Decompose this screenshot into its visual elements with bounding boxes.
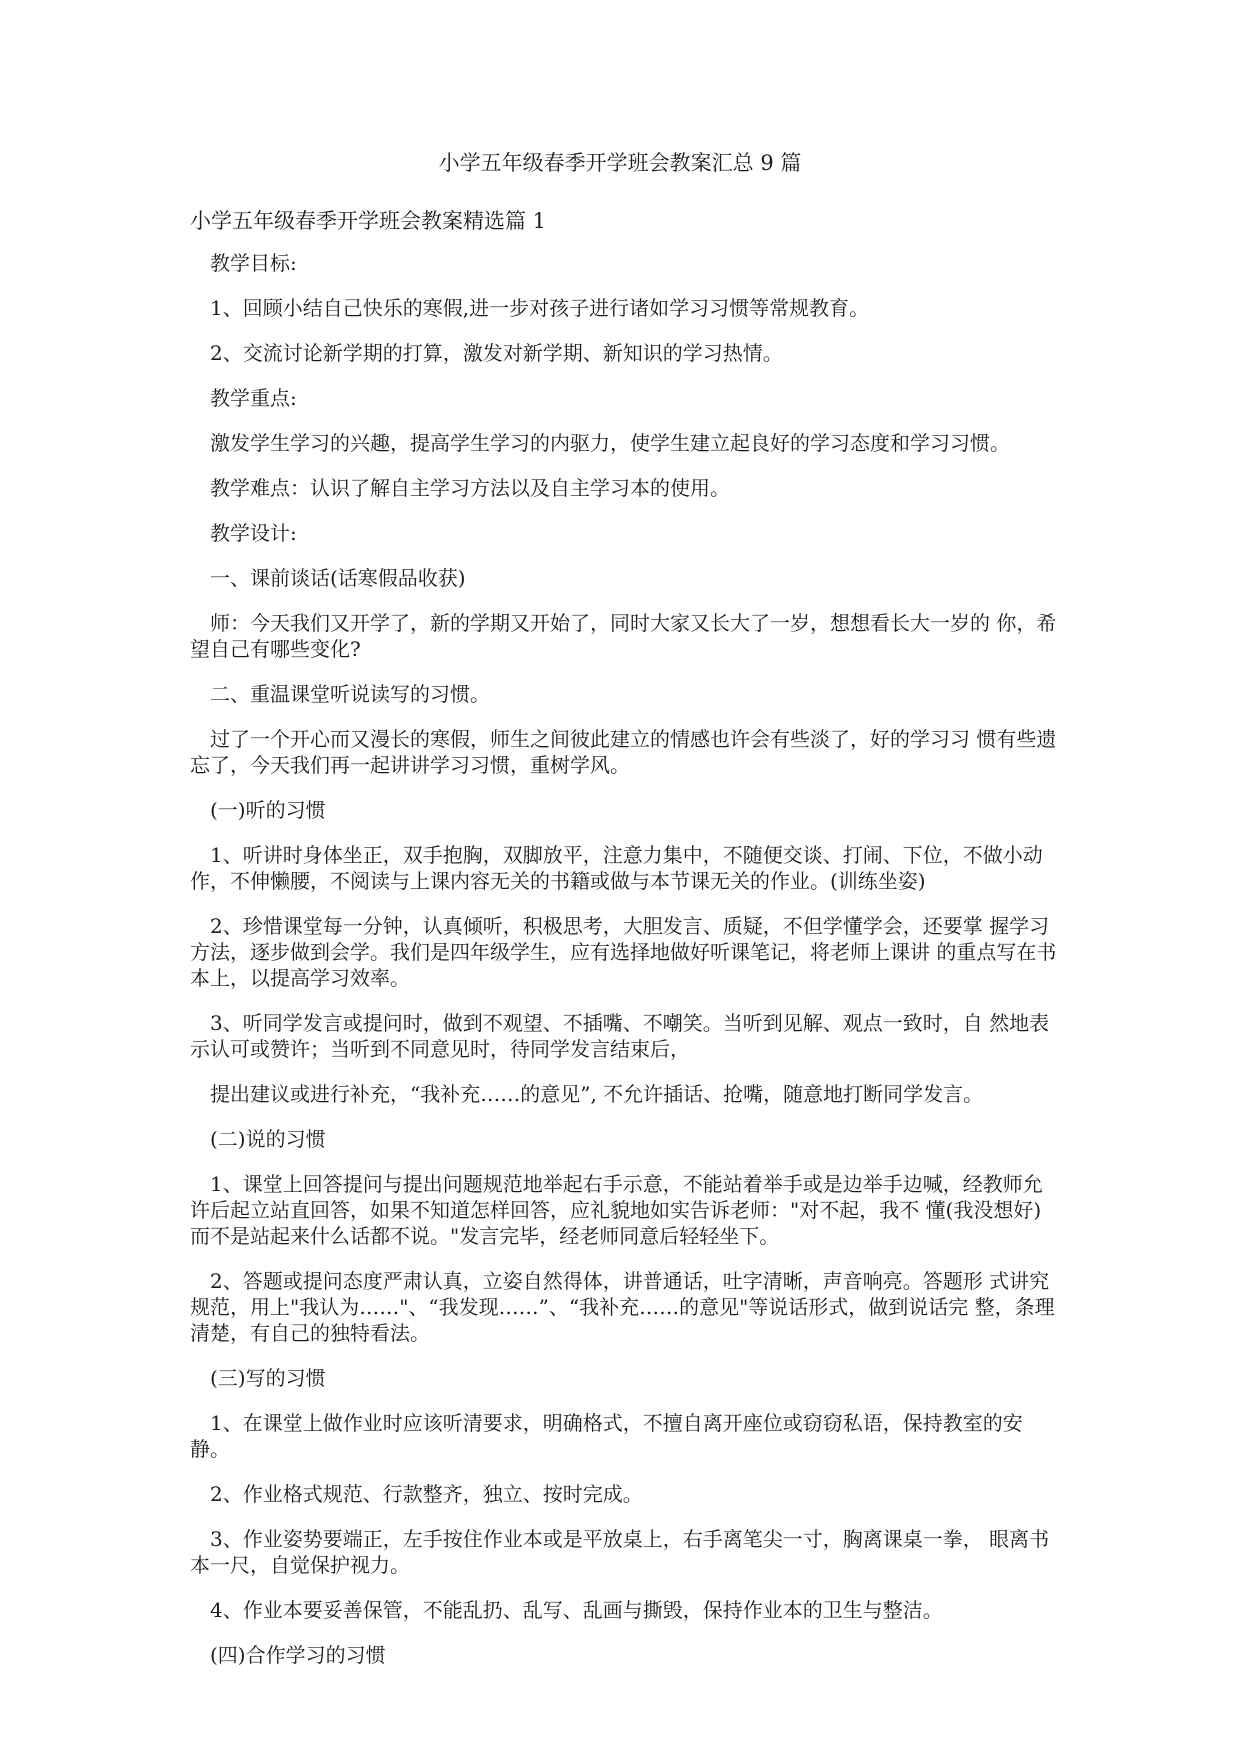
paragraph-speaking-2: 2、答题或提问态度严肃认真，立姿自然得体，讲普通话，吐字清晰，声音响亮。答题形 式讲究规范，用上"我认为……"、“我发现……”、“我补充……的意见"等说话形式，做到说话完 整，条理清楚，有自己的独特看法。 <box>190 1269 1055 1345</box>
paragraph-part-1-heading: 一、课前谈话(话寒假品收获) <box>210 566 466 590</box>
paragraph-speaking-1: 1、课堂上回答提问与提出问题规范地举起右手示意，不能站着举手或是边举手边喊，经教师允许后起立站直回答，如果不知道怎样回答，应礼貌地如实告诉老师："对不起，我不 懂(我没想好)而不是站起来什么话都不说。"发言完毕，经老师同意后轻轻坐下。 <box>190 1172 1043 1248</box>
paragraph-goal-2: 2、交流讨论新学期的打算，激发对新学期、新知识的学习热情。 <box>210 341 783 365</box>
paragraph-key-point: 激发学生学习的兴趣，提高学生学习的内驱力，使学生建立起良好的学习态度和学习习惯。 <box>210 431 1010 455</box>
section-title: 小学五年级春季开学班会教案精选篇 1 <box>190 209 547 233</box>
paragraph-goal-1: 1、回顾小结自己快乐的寒假,进一步对孩子进行诸如学习习惯等常规教育。 <box>210 296 870 320</box>
paragraph-listening-heading: (一)听的习惯 <box>210 798 326 822</box>
paragraph-writing-3: 3、作业姿势要端正，左手按住作业本或是平放桌上，右手离笔尖一寸，胸离课桌一拳， 眼离书本一尺，自觉保护视力。 <box>190 1527 1050 1577</box>
paragraph-teaching-goal-heading: 教学目标: <box>210 251 297 275</box>
paragraph-part-2-heading: 二、重温课堂听说读写的习惯。 <box>210 682 490 706</box>
paragraph-listening-3-cont: 提出建议或进行补充，“我补充……的意见”, 不允许插话、抢嘴，随意地打断同学发言。 <box>210 1082 984 1106</box>
paragraph-habit-intro: 过了一个开心而又漫长的寒假，师生之间彼此建立的情感也许会有些淡了，好的学习习 惯有些遗忘了，今天我们再一起讲讲学习习惯，重树学风。 <box>190 727 1057 777</box>
document-title: 小学五年级春季开学班会教案汇总 9 篇 <box>438 151 802 175</box>
paragraph-speaking-heading: (二)说的习惯 <box>210 1127 326 1151</box>
paragraph-writing-heading: (三)写的习惯 <box>210 1366 326 1390</box>
paragraph-writing-1: 1、在课堂上做作业时应该听清要求，明确格式，不擅自离开座位或窃窃私语，保持教室的安静。 <box>190 1411 1023 1461</box>
paragraph-cooperation-heading: (四)合作学习的习惯 <box>210 1643 386 1667</box>
paragraph-writing-4: 4、作业本要妥善保管，不能乱扔、乱写、乱画与撕毁，保持作业本的卫生与整洁。 <box>210 1598 943 1622</box>
paragraph-listening-3: 3、听同学发言或提问时，做到不观望、不插嘴、不嘲笑。当听到见解、观点一致时，自 然地表示认可或赞许；当听到不同意见时，待同学发言结束后， <box>190 1011 1050 1061</box>
document-body <box>190 206 1060 1687</box>
paragraph-listening-1: 1、听讲时身体坐正，双手抱胸，双脚放平，注意力集中，不随便交谈、打闹、下位，不做小动作，不伸懒腰，不阅读与上课内容无关的书籍或做与本节课无关的作业。(训练坐姿) <box>190 843 1043 893</box>
paragraph-key-point-heading: 教学重点: <box>210 386 297 410</box>
paragraph-writing-2: 2、作业格式规范、行款整齐，独立、按时完成。 <box>210 1482 643 1506</box>
paragraph-difficulty: 教学难点：认识了解自主学习方法以及自主学习本的使用。 <box>210 476 730 500</box>
paragraph-design-heading: 教学设计: <box>210 521 297 545</box>
paragraph-teacher-talk: 师：今天我们又开学了，新的学期又开始了，同时大家又长大了一岁，想想看长大一岁的 你，希望自己有哪些变化? <box>190 611 1057 661</box>
paragraph-listening-2: 2、珍惜课堂每一分钟，认真倾听，积极思考，大胆发言、质疑，不但学懂学会，还要掌 握学习方法，逐步做到会学。我们是四年级学生，应有选择地做好听课笔记，将老师上课讲 的重点写在书本上，以提高学习效率。 <box>190 914 1057 990</box>
